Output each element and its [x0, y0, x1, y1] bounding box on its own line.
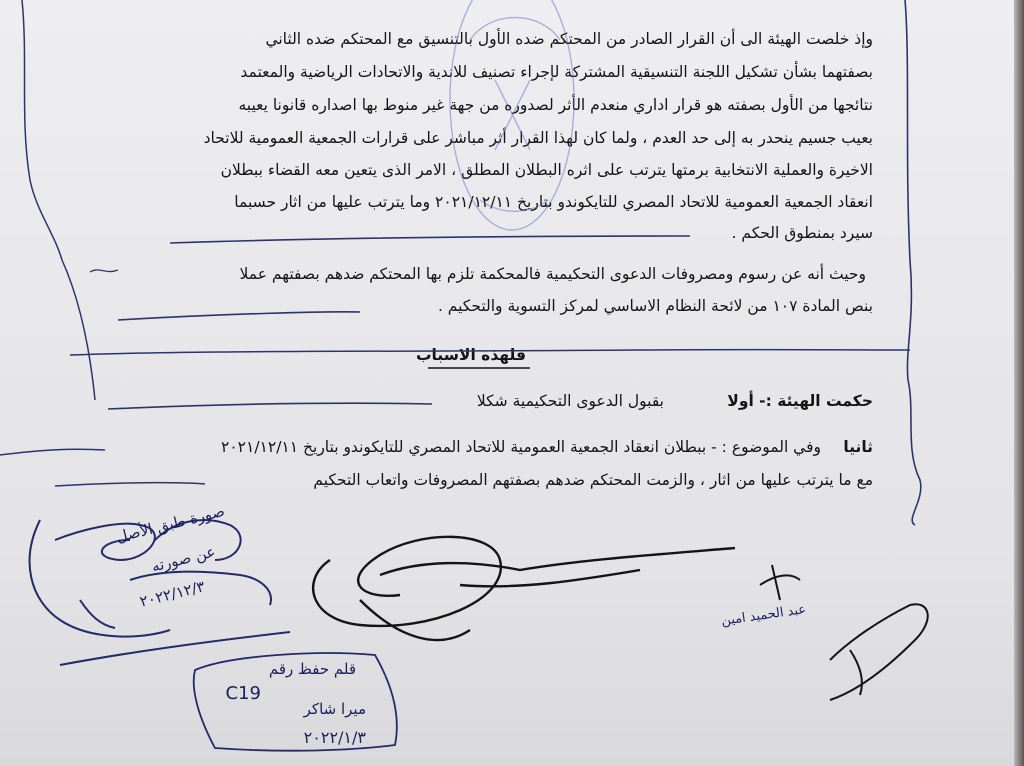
page-edge-shadow — [1014, 0, 1024, 766]
ruling-text: بقبول الدعوى التحكيمية شكلا — [476, 392, 664, 410]
body-text-line: الاخيرة والعملية الانتخابية برمتها يترتب على اثره البطلان المطلق ، الامر الذى يتعين معه القضاء ببطلان — [220, 161, 873, 179]
ruling-label: حكمت الهيئة :- أولا — [727, 392, 873, 410]
body-text-line: بصفتهما بشأن تشكيل اللجنة التنسيقية المشتركة لإجراء تصنيف للاندية والاتحادات الرياضية والمعتمد — [240, 63, 873, 81]
registry-stamp-name: ميرا شاكر — [303, 700, 366, 718]
body-text-line: بنص المادة ١٠٧ من لائحة النظام الاساسي لمركز التسوية والتحكيم . — [437, 297, 873, 315]
copy-stamp-line: صورة طبق الأصل — [114, 501, 227, 547]
signature-icon — [313, 537, 735, 640]
signer-note: عبد الحميد امين — [719, 602, 807, 629]
body-text-line: انعقاد الجمعية العمومية للاتحاد المصري للتايكوندو بتاريخ ٢٠٢١/١٢/١١ وما يترتب عليها من اثار حسبما — [234, 193, 873, 211]
body-text-line: وإذ خلصت الهيئة الى أن القرار الصادر من المحتكم ضده الأول بالتنسيق مع المحتكم ضده الثاني — [265, 30, 873, 48]
body-text-line: نتائجها من الأول بصفته هو قرار اداري منعدم الأثر لصدوره من جهة غير منوط بها اصداره قانونا يعيبه — [238, 96, 873, 114]
body-text-line: وحيث أنه عن رسوم ومصروفات الدعوى التحكيمية فالمحكمة تلزم بها المحتكم ضدهم بصفتهم عملا — [239, 265, 866, 283]
body-text-line: سيرد بمنطوق الحكم . — [731, 224, 873, 242]
registry-stamp-date: ٢٠٢٢/١/٣ — [303, 728, 366, 747]
registry-stamp-number: C19 — [225, 683, 261, 704]
second-text: وفي الموضوع : - ببطلان انعقاد الجمعية العمومية للاتحاد المصري للتايكوندو بتاريخ ٢٠٢١/١٢/١١ — [221, 438, 821, 456]
registry-stamp-line: قلم حفظ رقم — [268, 660, 356, 678]
copy-stamp-line: عن صورته — [149, 542, 218, 576]
section-heading: فلهذه الاسباب — [415, 346, 526, 364]
right-signature-icon — [760, 565, 928, 700]
second-text-continuation: مع ما يترتب عليها من اثار ، والزمت المحتكم ضدهم بصفتهم المصروفات واتعاب التحكيم — [313, 471, 873, 489]
second-label: ثانيا — [843, 438, 873, 456]
body-text-line: بعيب جسيم ينحدر به إلى حد العدم ، ولما كان لهذا القرار أثر مباشر على قرارات الجمعية العمومية للاتحاد — [203, 129, 873, 147]
copy-stamp-date: ٢٠٢٢/١٢/٣ — [138, 577, 208, 611]
